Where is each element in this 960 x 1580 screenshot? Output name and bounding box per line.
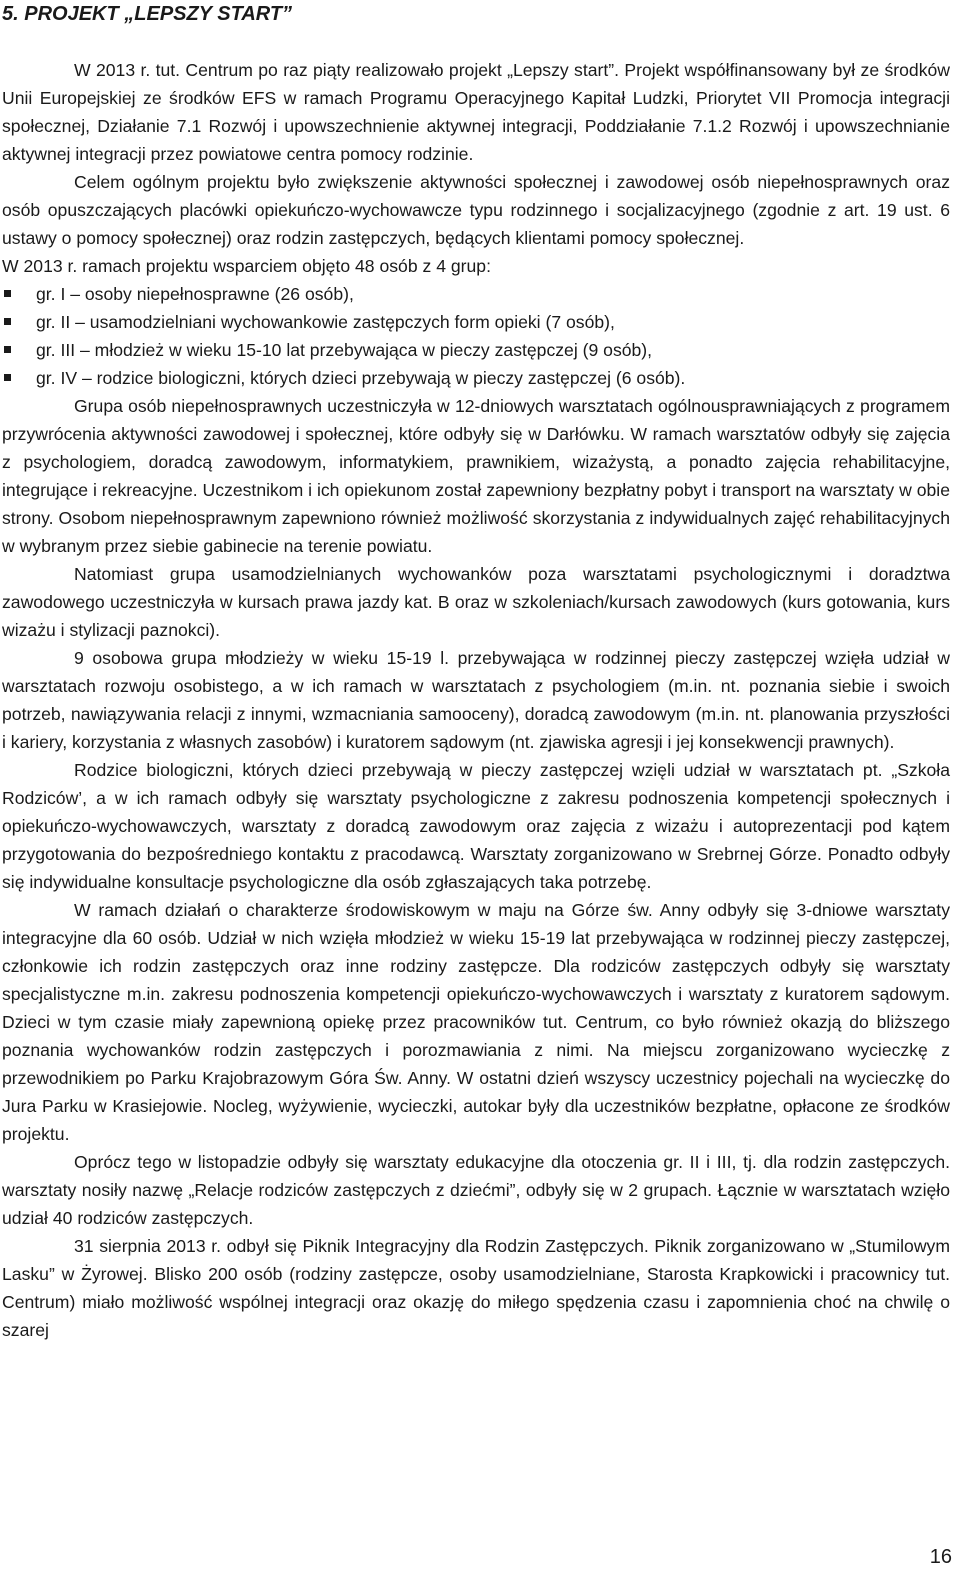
paragraph-parents-group: Rodzice biologiczni, których dzieci przebywają w pieczy zastępczej wzięli udział w warsztatach pt. „Szkoła Rodziców’, a w ich ramach odbyły się warsztaty psychologiczne z zakresu podnoszenia kompetencji społecznych i opiekuńczo-wychowawczych, warsztaty z doradcą zawodowym oraz zajęcia z wizażu i autoprezentacji pod kątem przygotowania do bezpośredniego kontaktu z pracodawcą. Warsztaty zorganizowano w Srebrnej Górze. Ponadto odbyły się indywidualne konsultacje psychologiczne dla osób zgłaszających taka potrzebę. — [2, 760, 950, 892]
paragraph-independent-group: Natomiast grupa usamodzielnianych wychowanków poza warsztatami psychologicznymi i doradztwa zawodowego uczestniczyła w kursach prawa jazdy kat. B oraz w szkoleniach/kursach zawodowych (kurs gotowania, kurs wizażu i stylizacji paznokci). — [2, 564, 950, 640]
paragraph-picnic: 31 sierpnia 2013 r. odbył się Piknik Integracyjny dla Rodzin Zastępczych. Piknik zorganizowano w „Stumilowym Lasku” w Żyrowej. Blisko 200 osób (rodziny zastępcze, osoby usamodzielniane, Starosta Krapkowicki i pracownicy tut. Centrum) miało możliwość wspólnej integracji oraz okazję do miłego spędzenia czasu i zapomnienia choć na chwilę o szarej — [2, 1236, 950, 1340]
paragraph-disabled-group: Grupa osób niepełnosprawnych uczestniczyła w 12-dniowych warsztatach ogólnousprawniających z programem przywrócenia aktywności zawodowej i społecznej, które odbyły się w Darłówku. W ramach warsztatów odbyły się zajęcia z psychologiem, doradcą zawodowym, informatykiem, prawnikiem, wizażystą, a ponadto zajęcia rehabilitacyjne, integrujące i rekreacyjne. Uczestnikom i ich opiekunom został zapewniony bezpłatny pobyt i transport na warsztaty w obie strony. Osobom niepełnosprawnym zapewniono również możliwość skorzystania z indywidualnych zajęć rehabilitacyjnych w wybranym przez siebie gabinecie na terenie powiatu. — [2, 396, 950, 556]
paragraph-goal: Celem ogólnym projektu było zwiększenie aktywności społecznej i zawodowej osób niepełnosprawnych oraz osób opuszczających placówki opiekuńczo-wychowawcze typu rodzinnego i socjalizacyjnego (zgodnie z art. 19 ust. 6 ustawy o pomocy społecznej) oraz rodzin zastępczych, będących klientami pomocy społecznej. — [2, 172, 950, 248]
list-item-text: gr. IV – rodzice biologiczni, których dzieci przebywają w pieczy zastępczej (6 osób). — [36, 368, 686, 388]
list-item-text: gr. II – usamodzielniani wychowankowie zastępczych form opieki (7 osób), — [36, 312, 615, 332]
list-item-text: gr. I – osoby niepełnosprawne (26 osób), — [36, 284, 354, 304]
document-body — [2, 56, 950, 1344]
paragraph-youth-group: 9 osobowa grupa młodzieży w wieku 15-19 l. przebywająca w rodzinnej pieczy zastępczej wzięła udział w warsztatach rozwoju osobistego, a w ich ramach w warsztatach z psychologiem (m.in. nt. poznania siebie i swoich potrzeb, nawiązywania relacji z innymi, wzmacniania samooceny), doradcą zawodowym (m.in. nt. planowania przyszłości i kariery, korzystania z własnych zasobów) i kuratorem sądowym (nt. zjawiska agresji i jej konsekwencji prawnych). — [2, 648, 950, 752]
paragraph-intro: W 2013 r. tut. Centrum po raz piąty realizowało projekt „Lepszy start”. Projekt współfinansowany był ze środków Unii Europejskiej ze środków EFS w ramach Programu Operacyjnego Kapitał Ludzki, Priorytet VII Promocja integracji społecznej, Działanie 7.1 Rozwój i upowszechnienie aktywnej integracji, Poddziałanie 7.1.2 Rozwój i upowszechnianie aktywnej integracji przez powiatowe centra pomocy rodzinie. — [2, 60, 950, 164]
list-item-text: gr. III – młodzież w wieku 15-10 lat przebywająca w pieczy zastępczej (9 osób), — [36, 340, 653, 360]
list-item — [2, 336, 950, 364]
list-item — [2, 364, 950, 392]
square-bullet-icon — [4, 290, 11, 297]
paragraph-integration-workshops: W ramach działań o charakterze środowiskowym w maju na Górze św. Anny odbyły się 3-dniowe warsztaty integracyjne dla 60 osób. Udział w nich wzięła młodzież w wieku 15-19 lat przebywająca w rodzinnej pieczy zastępczej, członkowie ich rodzin zastępczych oraz inne rodziny zastępcze. Dla rodziców zastępczych odbyły się warsztaty specjalistyczne m.in. zakresu podnoszenia kompetencji opiekuńczo-wychowawczych i warsztaty z kuratorem sądowym. Dzieci w tym czasie miały zapewnioną opiekę przez pracowników tut. Centrum, co było również okazją do bliższego poznania wychowanków rodzin zastępczych i porozmawiania z nimi. Na miejscu zorganizowano wycieczkę z przewodnikiem po Parku Krajobrazowym Góra Św. Anny. W ostatni dzień wszyscy uczestnicy pojechali na wycieczkę do Jura Parku w Krasiejowie. Nocleg, wyżywienie, wycieczki, autokar były dla uczestników bezpłatne, opłacone ze środków projektu. — [2, 900, 950, 1144]
square-bullet-icon — [4, 346, 11, 353]
groups-list — [2, 280, 950, 392]
paragraph-educational-workshops: Oprócz tego w listopadzie odbyły się warsztaty edukacyjne dla otoczenia gr. II i III, tj. dla rodzin zastępczych. warsztaty nosiły nazwę „Relacje rodziców zastępczych z dziećmi”, odbyły się w 2 grupach. Łącznie w warsztatach wzięło udział 40 rodziców zastępczych. — [2, 1152, 950, 1228]
page-number: 16 — [929, 1546, 952, 1568]
section-heading: 5. PROJEKT „LEPSZY START” — [2, 3, 293, 25]
list-item — [2, 308, 950, 336]
list-item — [2, 280, 950, 308]
square-bullet-icon — [4, 318, 11, 325]
square-bullet-icon — [4, 374, 11, 381]
paragraph-groups-intro: W 2013 r. ramach projektu wsparciem objęto 48 osób z 4 grup: — [2, 256, 491, 276]
